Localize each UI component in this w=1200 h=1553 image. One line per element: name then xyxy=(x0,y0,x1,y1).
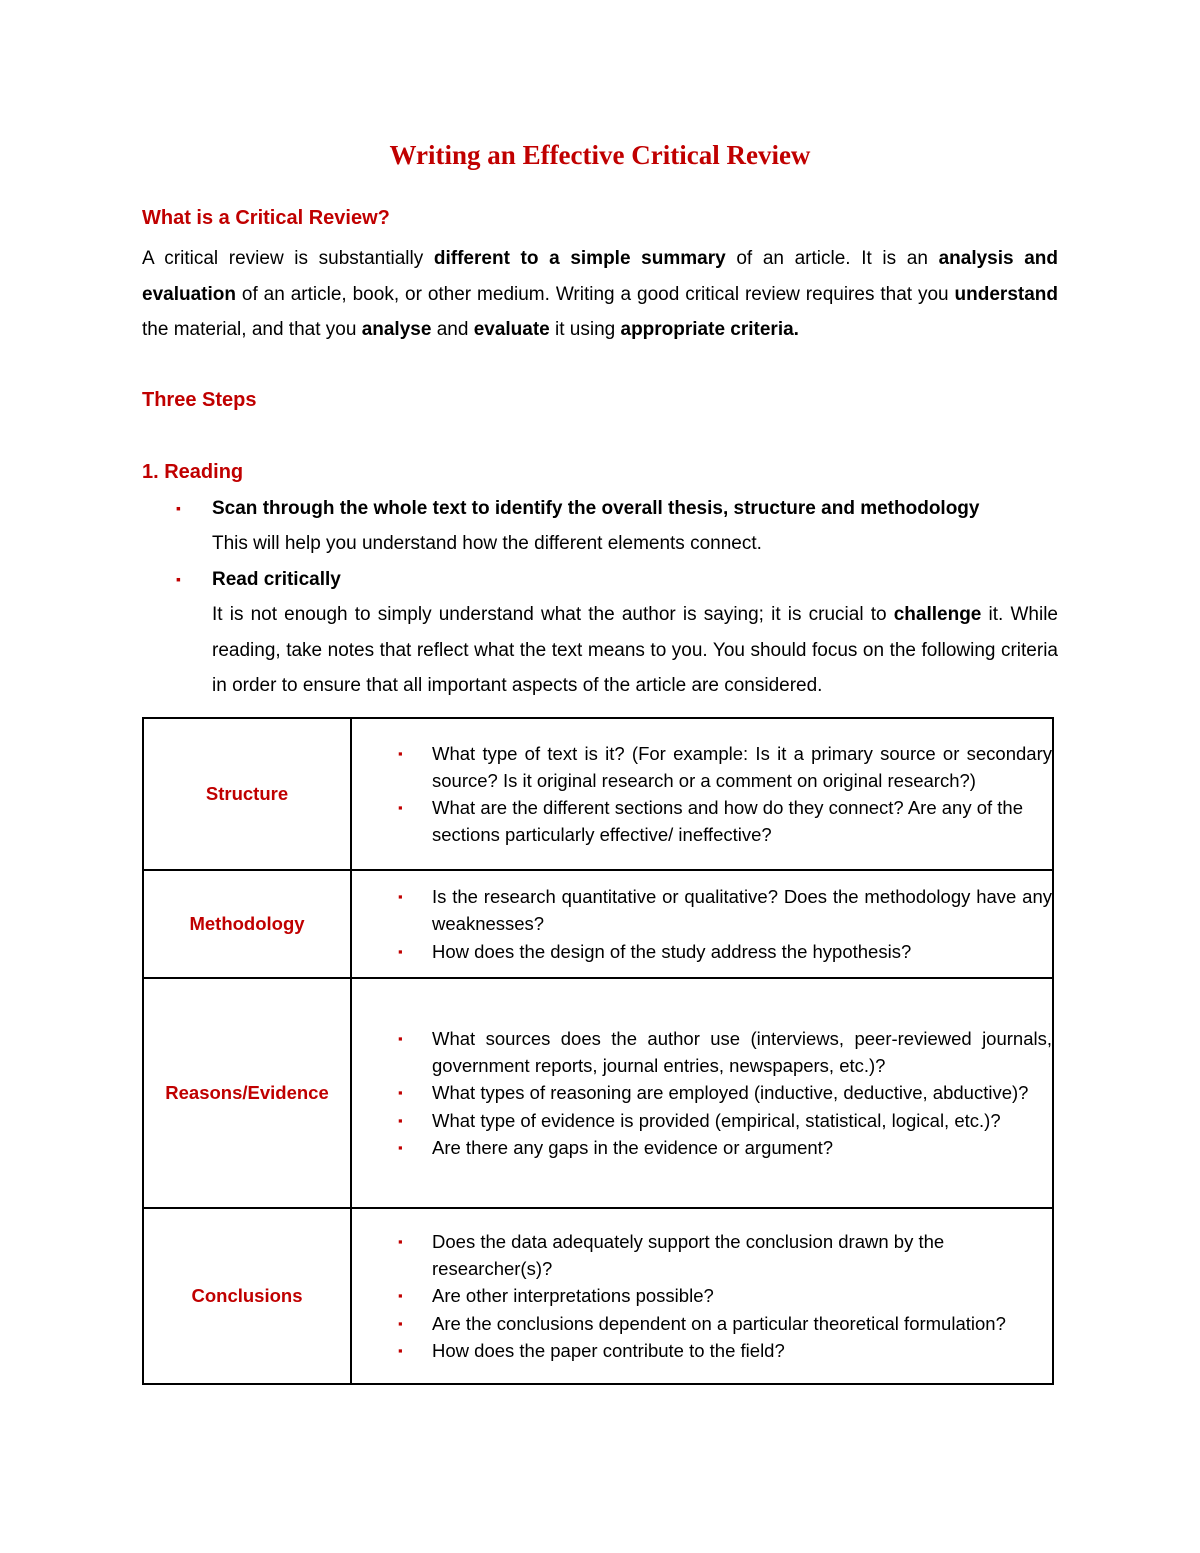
criteria-label: Reasons/Evidence xyxy=(143,978,351,1208)
list-item xyxy=(352,1310,1052,1337)
list-item xyxy=(352,1134,1052,1161)
table-row xyxy=(143,718,1053,870)
table-row xyxy=(143,1208,1053,1384)
question-list xyxy=(352,1025,1052,1161)
square-bullet-icon: ▪ xyxy=(398,1315,403,1331)
question-text: What type of text is it? (For example: Is it a primary source or secondary source? Is it original research or a comment on original research?) xyxy=(432,742,1052,791)
step-heading-reading: 1. Reading xyxy=(142,461,244,483)
square-bullet-icon: ▪ xyxy=(398,1030,403,1046)
list-item xyxy=(352,1107,1052,1134)
square-bullet-icon: ▪ xyxy=(398,943,403,959)
square-bullet-icon: ▪ xyxy=(398,1288,403,1304)
criteria-label: Conclusions xyxy=(143,1208,351,1384)
question-text: How does the design of the study address the hypothesis? xyxy=(432,940,912,962)
criteria-questions xyxy=(351,870,1053,978)
question-text: What type of evidence is provided (empirical, statistical, logical, etc.)? xyxy=(432,1109,1001,1131)
bullet-scan-title: Scan through the whole text to identify the overall thesis, structure and methodology xyxy=(212,498,980,519)
question-list xyxy=(352,1228,1052,1364)
square-bullet-icon: ▪ xyxy=(176,571,181,587)
question-text: Is the research quantitative or qualitative? Does the methodology have any weaknesses? xyxy=(432,886,1052,935)
section-heading-what-is: What is a Critical Review? xyxy=(142,207,390,229)
list-item xyxy=(352,1228,1052,1282)
document-title: Writing an Effective Critical Review xyxy=(389,140,811,170)
list-item xyxy=(352,883,1052,937)
question-text: Are other interpretations possible? xyxy=(432,1285,714,1307)
question-text: How does the paper contribute to the field? xyxy=(432,1339,785,1361)
criteria-questions xyxy=(351,1208,1053,1384)
question-text: What are the different sections and how do they connect? Are any of the sections particularly effective/ ineffective? xyxy=(432,797,1024,846)
question-text: Does the data adequately support the conclusion drawn by the researcher(s)? xyxy=(432,1230,945,1280)
list-item xyxy=(352,1025,1052,1079)
table-row xyxy=(143,978,1053,1208)
question-list xyxy=(352,740,1052,849)
question-text: Are there any gaps in the evidence or argument? xyxy=(432,1136,834,1158)
table-row xyxy=(143,870,1053,978)
square-bullet-icon: ▪ xyxy=(398,1085,403,1101)
bullet-read-critically-title: Read critically xyxy=(212,569,341,590)
list-item xyxy=(352,1337,1052,1364)
bullet-read-critically-text: It is not enough to simply understand what the author is saying; it is crucial to challenge it. While reading, take notes that reflect what the text means to you. You should focus on the following criteria in order to ensure that all important aspects of the article are considered. xyxy=(212,604,1058,696)
square-bullet-icon: ▪ xyxy=(398,800,403,815)
list-item xyxy=(352,794,1052,848)
square-bullet-icon: ▪ xyxy=(176,500,181,516)
criteria-label: Methodology xyxy=(143,870,351,978)
question-text: What types of reasoning are employed (inductive, deductive, abductive)? xyxy=(432,1082,1029,1104)
section-heading-three-steps: Three Steps xyxy=(142,389,257,411)
square-bullet-icon: ▪ xyxy=(398,1112,403,1128)
square-bullet-icon: ▪ xyxy=(398,1139,403,1155)
criteria-label: Structure xyxy=(143,718,351,870)
criteria-questions xyxy=(351,718,1053,870)
criteria-questions xyxy=(351,978,1053,1208)
list-item xyxy=(352,740,1052,794)
square-bullet-icon: ▪ xyxy=(398,1342,403,1358)
bullet-scan-text: This will help you understand how the different elements connect. xyxy=(212,533,762,554)
criteria-table xyxy=(142,717,1054,1385)
square-bullet-icon: ▪ xyxy=(398,745,403,761)
list-item xyxy=(352,1282,1052,1309)
question-text: Are the conclusions dependent on a particular theoretical formulation? xyxy=(432,1312,1006,1334)
list-item xyxy=(352,938,1052,965)
question-text: What sources does the author use (interviews, peer-reviewed journals, government reports, journal entries, newspapers, etc.)? xyxy=(432,1027,1052,1077)
list-item xyxy=(352,1079,1052,1106)
square-bullet-icon: ▪ xyxy=(398,889,403,905)
intro-paragraph: A critical review is substantially different to a simple summary of an article. It is an analysis and evaluation of an article, book, or other medium. Writing a good critical review requires that you understand the material, and that you analyse and evaluate it using appropriate criteria. xyxy=(142,248,1059,340)
square-bullet-icon: ▪ xyxy=(398,1233,403,1249)
question-list xyxy=(352,883,1052,965)
